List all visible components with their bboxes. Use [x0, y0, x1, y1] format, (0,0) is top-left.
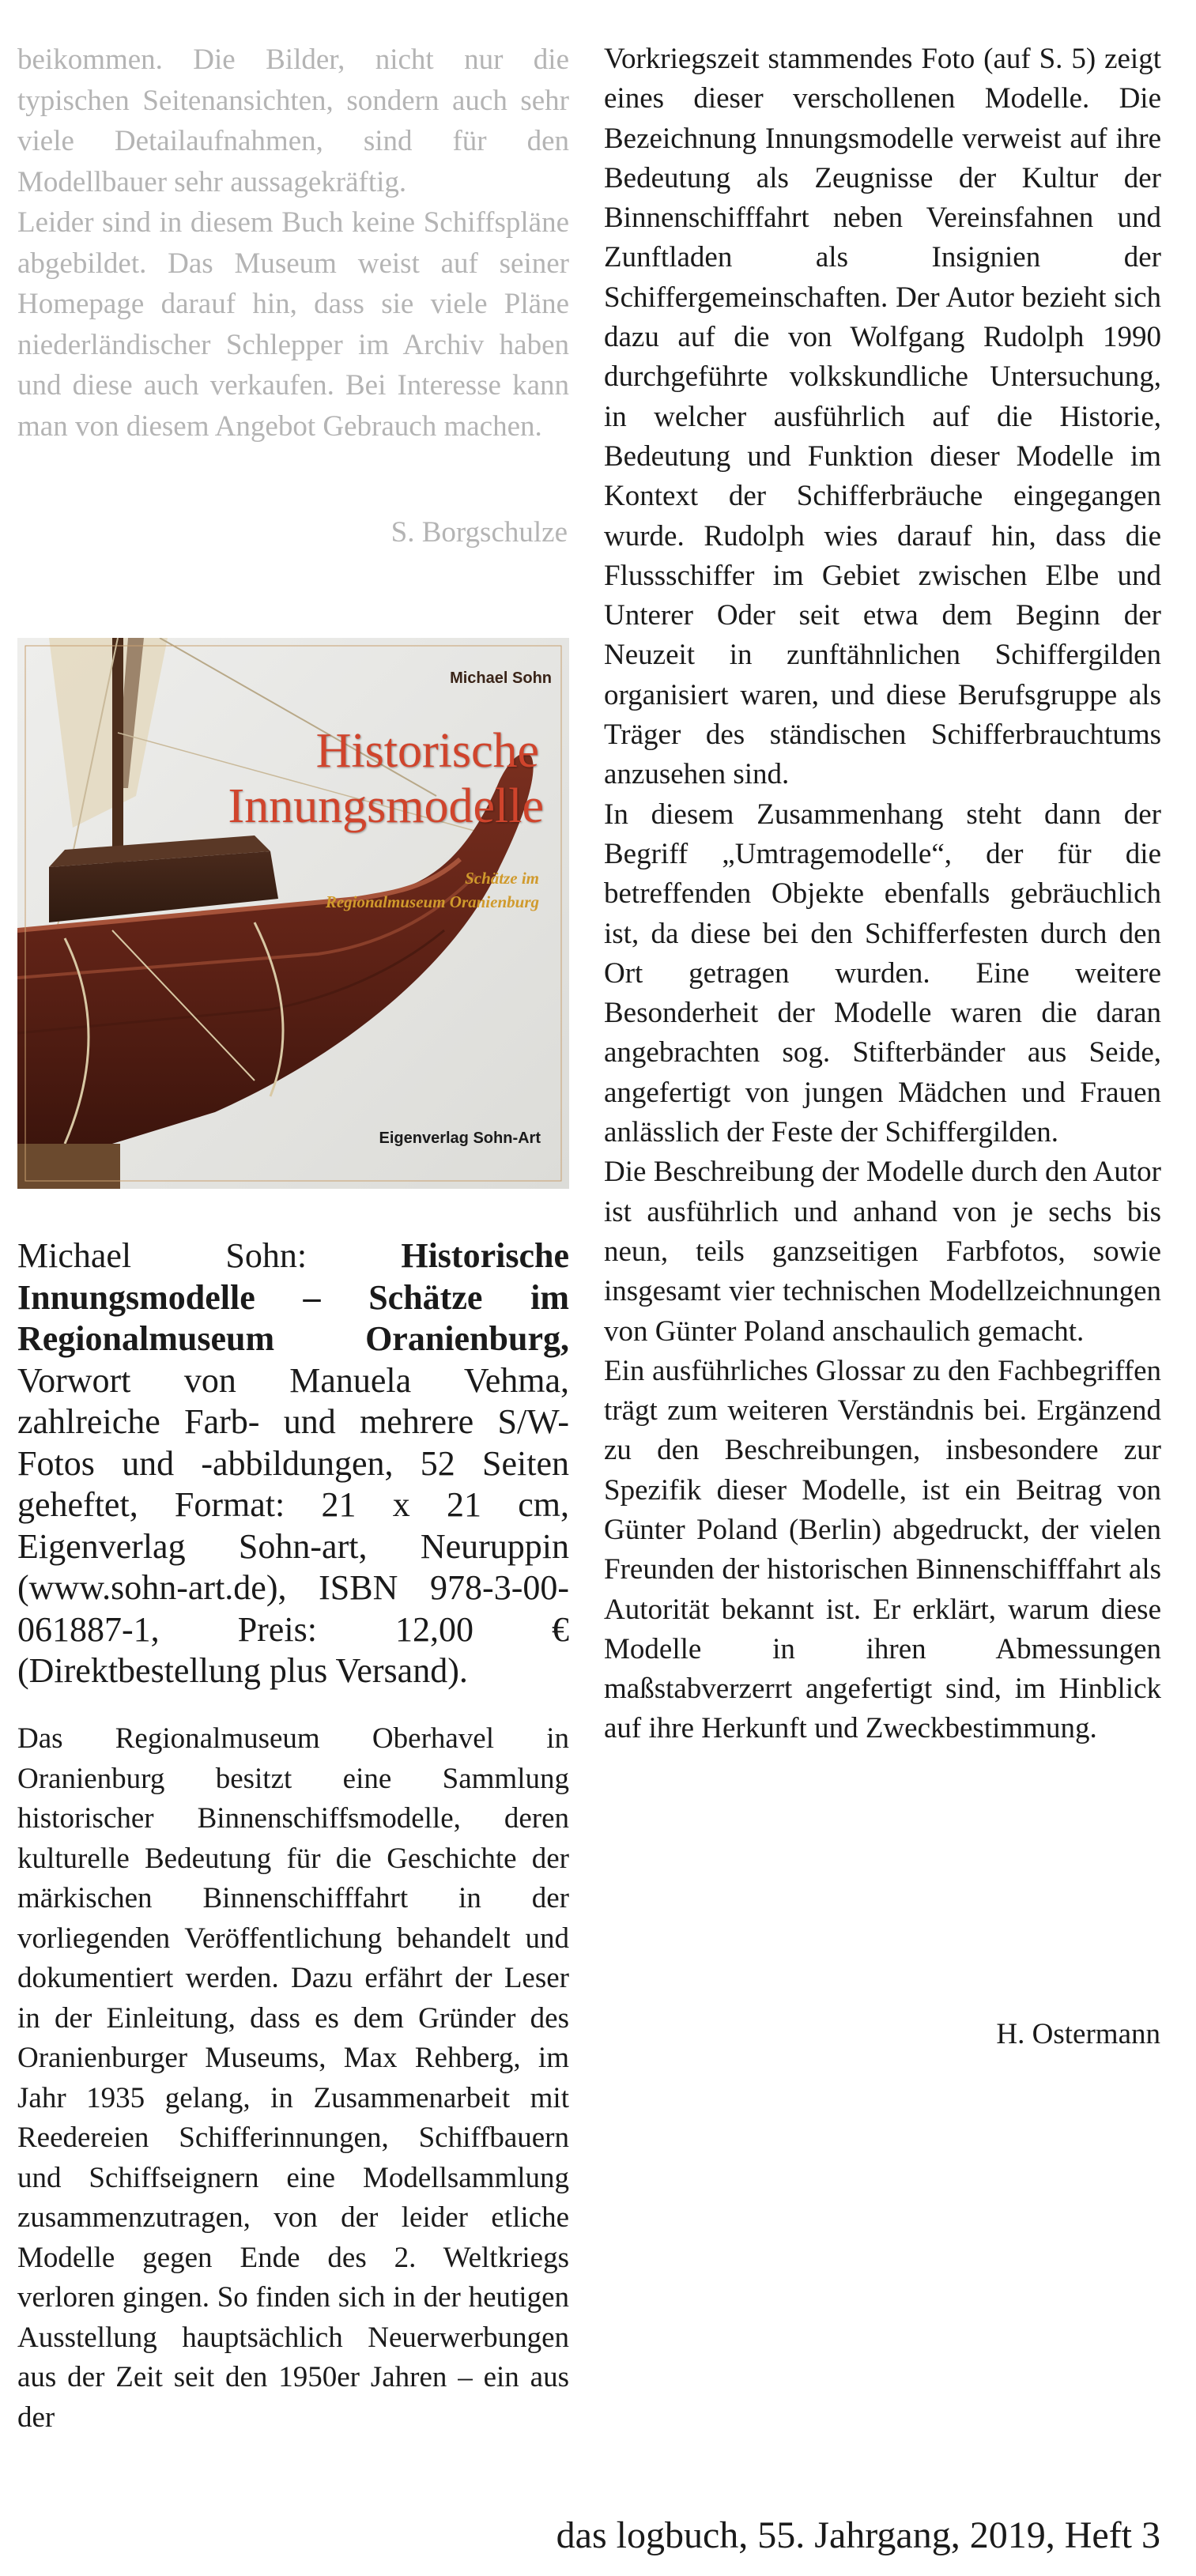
- book-author: Michael Sohn:: [17, 1236, 307, 1275]
- cover-title-line1: Historische: [315, 724, 539, 778]
- paragraph: Leider sind in diesem Buch keine Schiffspläne abgebildet. Das Museum weist auf seiner Homepage darauf hin, dass sie viele Pläne niederländischer Schlepper im Archiv haben und diese auch verkaufen. Bei Interesse kann man von diesem Angebot Gebrauch machen.: [17, 206, 569, 443]
- book-details: Vorwort von Manuela Vehma, zahlreiche Farb- und mehrere S/W-Fotos und -abbildungen, 52 Seiten geheftet, Format: 21 x 21 cm, Eigenverlag Sohn-art, Neuruppin (www.sohn-art.de), ISBN 978-3-00-061887-1, Preis: 12,00 € (Direktbestellung plus Versand).: [17, 1360, 569, 1690]
- cover-publisher: Eigenverlag Sohn-Art: [379, 1130, 541, 1147]
- review-signature: H. Ostermann: [996, 2018, 1160, 2050]
- previous-review-text: [17, 40, 569, 447]
- cover-title-line2: Innungsmodelle: [228, 779, 544, 833]
- paragraph: beikommen. Die Bilder, nicht nur die typischen Seitenansichten, sondern auch sehr viele Detailaufnahmen, sind für den Modellbauer sehr aussagekräftig.: [17, 43, 569, 198]
- paragraph: Das Regionalmuseum Oberhavel in Oranienburg besitzt eine Sammlung historischer Binnenschiffsmodelle, deren kulturelle Bedeutung für die Geschichte der märkischen Binnenschifffahrt in der vorliegenden Veröffentlichung behandelt und dokumentiert werden. Dazu erfährt der Leser in der Einleitung, dass es dem Gründer des Oranienburger Museums, Max Rehberg, im Jahr 1935 gelang, in Zusammenarbeit mit Reedereien Schifferinnungen, Schiffbauern und Schiffseignern eine Modellsammlung zusammenzutragen, von der leider etliche Modelle gegen Ende des 2. Weltkriegs verloren gingen. So finden sich in der heutigen Ausstellung hauptsächlich Neuerwerbungen aus der Zeit seit den 1950er Jahren – ein aus der: [17, 1722, 569, 2434]
- book-info-text: [17, 1235, 569, 1692]
- book-title: Historische Innungsmodelle – Schätze im Regionalmuseum Oranienburg,: [17, 1236, 569, 1358]
- cover-subtitle-line1: Schätze im: [465, 869, 539, 888]
- book-cover-illustration: [17, 638, 569, 1189]
- page-footer: das logbuch, 55. Jahrgang, 2019, Heft 3: [556, 2514, 1160, 2556]
- cover-author: Michael Sohn: [450, 669, 552, 687]
- review-left-column: [17, 1719, 569, 2438]
- paragraph: Die Beschreibung der Modelle durch den Autor ist ausführlich und anhand von je sechs bis neun, teils ganzseitigen Farbfotos, sowie insgesamt vier technischen Modellzeichnungen von Günter Poland anschaulich gemacht.: [604, 1156, 1161, 1348]
- paragraph: Ein ausführliches Glossar zu den Fachbegriffen trägt zum weiteren Verständnis bei. Ergänzend zu den Beschreibungen, insbesondere zur Spezifik dieser Modelle, ist ein Beitrag von Günter Poland (Berlin) abgedruckt, der vielen Freunden der historischen Binnenschifffahrt als Autorität bekannt ist. Er erklärt, warum diese Modelle in ihren Abmessungen maßstabverzerrt angefertigt sind, im Hinblick auf ihre Herkunft und Zweckbestimmung.: [604, 1354, 1161, 1745]
- previous-review-signature: S. Borgschulze: [390, 516, 568, 549]
- book-cover-image: [17, 638, 569, 1189]
- cover-subtitle-line2: Regionalmuseum Oranienburg: [325, 892, 539, 911]
- review-right-column: [604, 40, 1161, 1749]
- paragraph: In diesem Zusammenhang steht dann der Begriff „Umtragemodelle“, der für die betreffenden Objekte ebenfalls gebräuchlich ist, da diese bei den Schifferfesten durch den Ort getragen wurden. Eine weitere Besonderheit der Modelle waren die daran angebrachten sog. Stifterbänder aus Seide, angefertigt von jungen Mädchen und Frauen anlässlich der Feste der Schiffergilden.: [604, 798, 1161, 1149]
- paragraph: Vorkriegszeit stammendes Foto (auf S. 5) zeigt eines dieser verschollenen Modelle. Die Bezeichnung Innungsmodelle verweist auf ihre Bedeutung als Zeugnisse der Kultur der Binnenschifffahrt neben Vereinsfahnen und Zunftladen als Insignien der Schiffergemeinschaften. Der Autor bezieht sich dazu auf die von Wolfgang Rudolph 1990 durchgeführte volkskundliche Untersuchung, in welcher ausführlich auf die Historie, Bedeutung und Funktion dieser Modelle im Kontext der Schifferbräuche eingegangen wurde. Rudolph wies darauf hin, dass die Flussschiffer im Gebiet zwischen Elbe und Unterer Oder seit etwa dem Beginn der Neuzeit in zunftähnlichen Schiffergilden organisiert waren, und diese Berufsgruppe als Träger des ständischen Schifferbrauchtums anzusehen sind.: [604, 43, 1161, 791]
- book-info: [17, 1235, 569, 1692]
